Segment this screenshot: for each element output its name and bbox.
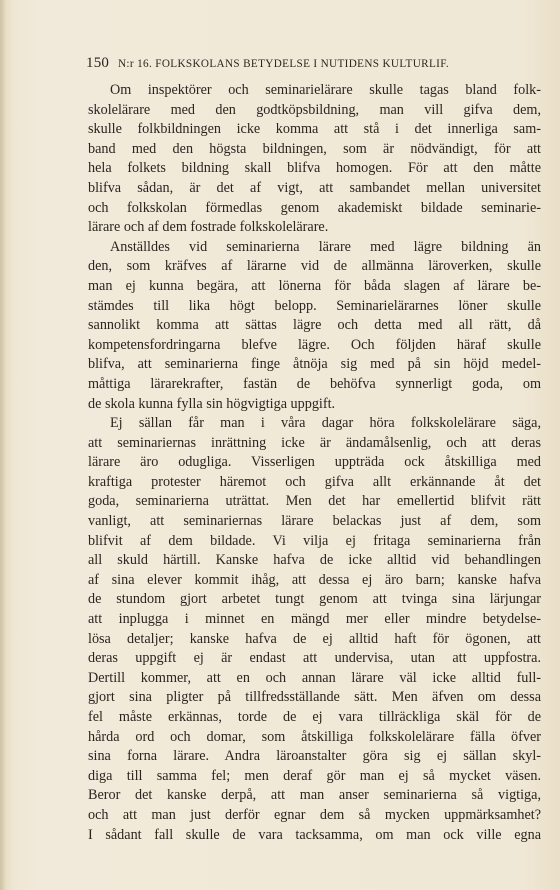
body-text	[88, 81, 541, 845]
text-line: lösa detaljer; kanske hafva de ej alltid haft för ögonen, att	[88, 630, 541, 647]
text-line: blifva sådan, är det af vigt, att sambandet mellan universitet	[88, 179, 541, 196]
text-line: Dertill kommer, att en och annan lärare väl icke alltid full-	[88, 669, 541, 686]
text-line: man ej kunna begära, att lönerna för båda slagen af lärare be-	[88, 277, 541, 294]
text-line: gjort sina pligter på tillfredsställande sätt. Men äfven om dessa	[88, 689, 541, 706]
text-line: hårda ord och domar, som åtskilliga folkskolelärare fälla öfver	[88, 728, 541, 745]
text-line: Beror det kanske derpå, att man anser seminarierna så vigtiga,	[88, 787, 541, 804]
text-line: att inplugga i minnet en mängd mer eller mindre betydelse-	[88, 611, 541, 628]
running-header	[86, 55, 526, 73]
text-line: måttiga lärarekrafter, fastän de behöfva synnerligt goda, om	[88, 375, 541, 392]
text-line: de stundom gjort arbetet tungt genom att tvinga sina lärjungar	[88, 591, 541, 608]
text-line: sina forna lärare. Andra läroanstalter göra sig ej sällan skyl-	[88, 748, 541, 765]
text-line: och folkskolan förmedlas genom akademiskt bildade seminarie-	[88, 199, 541, 216]
text-line: all skuld härtill. Kanske hafva de icke alltid vid behandlingen	[88, 552, 541, 569]
text-line: fel måste erkännas, torde de ej vara tillräckliga skäl för de	[88, 709, 541, 725]
text-line: blifvit af dem bildade. Vi vilja ej fritaga seminarierna från	[88, 532, 541, 549]
text-line: lärare äro odugliga. Visserligen uppträda ock åtskilliga med	[88, 454, 541, 471]
text-line: band med den högsta bildningen, som är nödvändigt, för att	[88, 140, 541, 157]
text-line: Om inspektörer och seminarielärare skulle tagas bland folk-	[110, 82, 541, 98]
text-line: diga till samma fel; men deraf gör man ej så mycket väsen.	[88, 767, 541, 784]
text-line: kraftiga protester häremot och gifva allt erkännande åt det	[88, 473, 541, 490]
text-line: hela folkets bildning skall blifva homogen. För att den måtte	[88, 160, 541, 177]
text-line: vanligt, att seminariernas lärare belackas just af dem, som	[88, 513, 541, 530]
text-line: Ej sällan får man i våra dagar höra folkskolelärare säga,	[110, 415, 541, 432]
text-line: lärare och af dem fostrade folkskolelärare.	[88, 219, 329, 236]
text-line: sannolikt komma att sättas lägre och detta med all rätt, då	[88, 317, 541, 334]
page-number: 150	[86, 55, 110, 71]
text-line: blifva, att seminarierna finge åtnöja sig med på sin höjd medel-	[88, 356, 541, 373]
text-line: goda, seminarierna uträttat. Men det har emellertid blifvit rätt	[88, 493, 541, 510]
text-line: skulle folkbildningen icke komma att stå i det innerliga sam-	[88, 121, 541, 138]
text-line: skolelärare med den godtköpsbildning, man vill gifva dem,	[88, 101, 541, 118]
text-line: deras uppgift ej är endast att undervisa, utan att uppfostra.	[88, 650, 541, 667]
text-line: kompetensfordringarna blefve lägre. Och följden häraf skulle	[88, 336, 541, 353]
text-line: I sådant fall skulle de vara tacksamma, om man ock ville egna	[88, 826, 541, 843]
text-line: stämdes till lika högt belopp. Seminarielärarnes löner skulle	[88, 297, 541, 314]
text-line: den, som kräfves af lärarne vid de allmänna läroverken, skulle	[88, 258, 541, 275]
text-line: af sina elever kommit ihåg, att dessa ej äro barn; kanske hafva	[88, 571, 541, 588]
text-line: Anställdes vid seminarierna lärare med lägre bildning än	[110, 238, 541, 255]
page-gutter-shadow	[0, 0, 6, 890]
text-line: att seminariernas inrättning icke är ändamålsenlig, och att deras	[88, 434, 541, 451]
running-title: N:r 16. FOLKSKOLANS BETYDELSE I NUTIDENS KULTURLIF.	[118, 58, 450, 70]
text-line: och att man just derför egnar dem så mycken uppmärksamhet?	[88, 806, 541, 823]
text-line: de skola kunna fylla sin högvigtiga uppgift.	[88, 395, 336, 412]
